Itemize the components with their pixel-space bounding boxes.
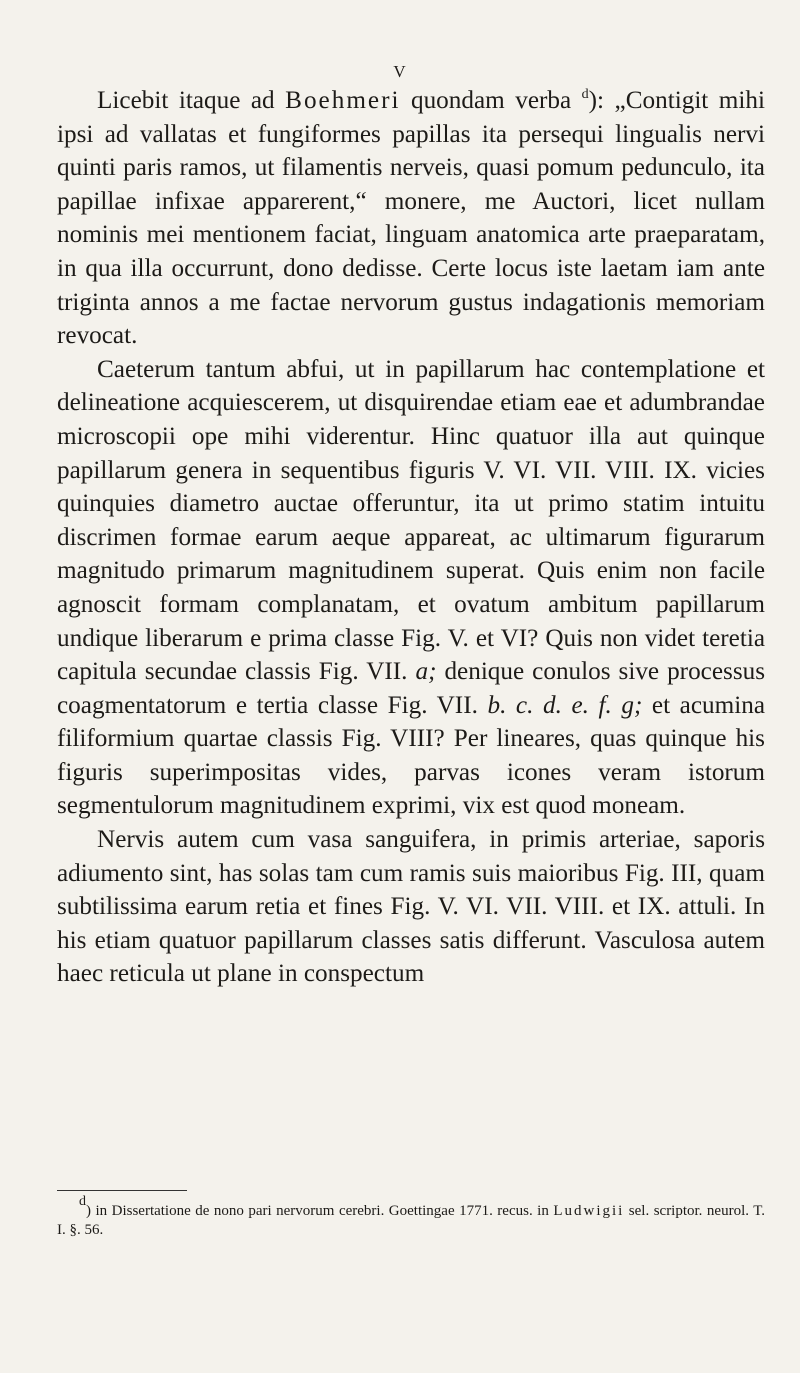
text-run: quondam verba [400, 87, 582, 114]
text-run: et acumina filiformium quartae classis Fig. VIII? Per lineares, quas quinque his figuris superimpositas vides, parvas icones veram istorum segmentulorum magnitudinem exprimi, vix est quod moneam. [57, 691, 765, 820]
footnote-marker: d [581, 87, 589, 102]
main-text [57, 84, 765, 991]
text-run: Nervis autem cum vasa sanguifera, in primis arteriae, saporis adiumento sint, has solas tam cum ramis suis maioribus Fig. III, quam subtilissima earum retia et fines Fig. V. VI. VII. VIII. et IX. attuli. In his etiam quatuor papillarum classes satis differunt. Vasculosa autem haec reticula ut plane in conspectum [57, 826, 765, 988]
footnote-rule [57, 1190, 187, 1191]
footnote [57, 1194, 765, 1240]
author-name: Boehmeri [285, 87, 401, 114]
footnote-text: sel. scriptor. neurol. T. I. §. 56. [57, 1203, 765, 1238]
paragraph-3 [57, 823, 765, 991]
text-run: Caeterum tantum abfui, ut in papillarum hac contemplatione et delineatione acquiescerem, ut disquirendae etiam eae et adumbrandae microscopii ope mihi viderentur. Hinc quatuor illa aut quinque papillarum genera in sequentibus figuris V. VI. VII. VIII. IX. vicies quinquies diametro auctae offeruntur, ita ut primo statim intuitu discrimen formae earum aeque appareat, ac ultimarum figurarum magnitudo primarum magnitudinem superat. Quis enim non facile agnoscit formam complanatam, et ovatum ambitum papillarum undique liberarum e prima classe Fig. V. et VI? Quis non videt teretia capitula secundae classis Fig. VII. [57, 355, 765, 686]
paragraph-1 [57, 84, 765, 353]
text-run: denique conulos sive processus coagmentatorum e tertia classe Fig. VII. [57, 658, 766, 719]
figure-letters: b. c. d. e. f. g; [487, 691, 643, 719]
footnote-marker: d [79, 1194, 86, 1209]
text-run: Licebit itaque ad [97, 87, 286, 114]
paragraph-2 [57, 353, 765, 823]
signature-mark: V [393, 62, 407, 81]
figure-letter: a; [415, 658, 437, 686]
footnote-text: ) in Dissertatione de nono pari nervorum cerebri. Goettingae 1771. recus. in [86, 1203, 554, 1219]
footnote-author: Ludwigii [553, 1203, 625, 1219]
text-run: ): „Contigit mihi ipsi ad vallatas et fungiformes papillas ita persequi lingualis nervi quinti paris ramos, ut filamentis nerveis, quasi pomum pedunculo, ita papillae infixae apparerent,“ monere, me Auctori, licet nullam nominis mei mentionem faciat, linguam anatomica arte praeparatam, in qua illa occurrunt, dono dedisse. Certe locus iste laetam iam ante triginta annos a me factae nervorum gustus indagationis memoriam revocat. [57, 87, 765, 350]
